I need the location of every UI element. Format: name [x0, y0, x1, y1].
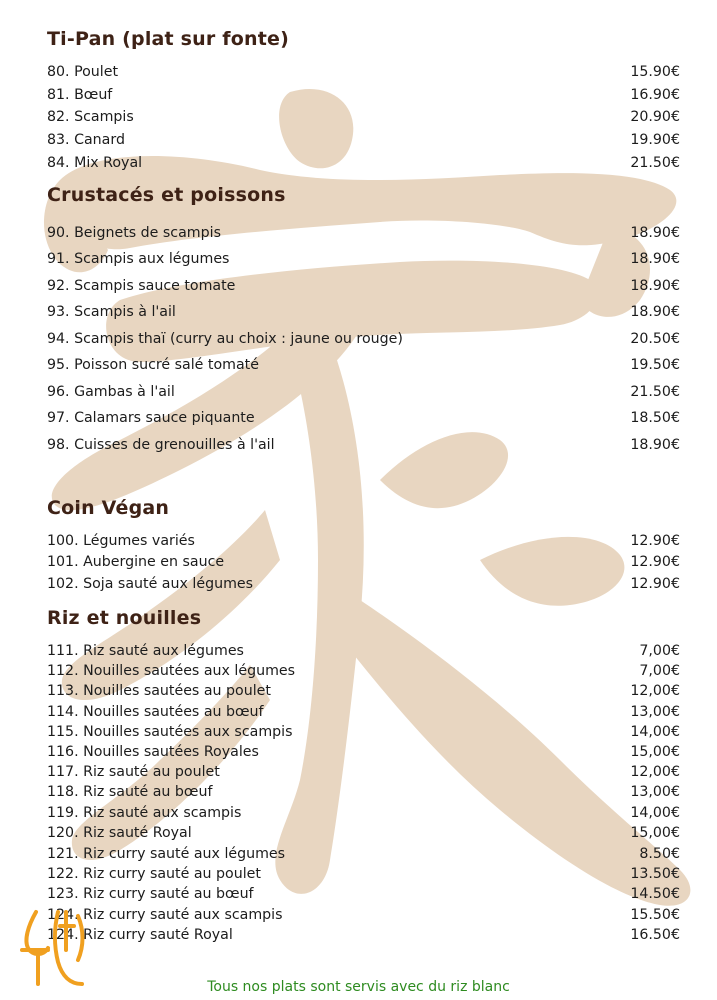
menu-item	[47, 743, 680, 761]
section-title-riz-nouilles: Riz et nouilles	[47, 607, 202, 629]
item-name: 83. Canard	[47, 132, 125, 148]
menu-item	[47, 885, 680, 903]
item-price: 18.90€	[630, 278, 680, 294]
menu-item	[47, 63, 680, 81]
item-name: 97. Calamars sauce piquante	[47, 410, 255, 426]
item-name: 114. Nouilles sautées au bœuf	[47, 704, 264, 720]
item-price: 15,00€	[630, 825, 680, 841]
item-price: 8.50€	[639, 846, 680, 862]
menu-item	[47, 682, 680, 700]
menu-item	[47, 703, 680, 721]
item-price: 12,00€	[630, 764, 680, 780]
menu-item	[47, 277, 680, 295]
item-name: 118. Riz sauté au bœuf	[47, 784, 213, 800]
item-name: 91. Scampis aux légumes	[47, 251, 230, 267]
item-price: 16.50€	[630, 927, 680, 943]
menu-item	[47, 532, 680, 550]
item-price: 20.50€	[630, 331, 680, 347]
menu-item	[47, 553, 680, 571]
menu-item	[47, 409, 680, 427]
item-price: 7,00€	[639, 663, 680, 679]
item-price: 21.50€	[630, 384, 680, 400]
item-name: 115. Nouilles sautées aux scampis	[47, 724, 293, 740]
item-name: 101. Aubergine en sauce	[47, 554, 225, 570]
menu-item	[47, 330, 680, 348]
menu-item	[47, 906, 680, 924]
menu-item	[47, 783, 680, 801]
item-price: 15.90€	[630, 64, 680, 80]
menu-item	[47, 723, 680, 741]
item-price: 13,00€	[630, 704, 680, 720]
footer-note: Tous nos plats sont servis avec du riz blanc	[207, 979, 510, 995]
item-name: 98. Cuisses de grenouilles à l'ail	[47, 437, 275, 453]
item-price: 12,00€	[630, 683, 680, 699]
item-price: 21.50€	[630, 155, 680, 171]
item-name: 124. Riz curry sauté Royal	[47, 927, 233, 943]
item-price: 18.50€	[630, 410, 680, 426]
item-price: 15,00€	[630, 744, 680, 760]
item-name: 124. Riz curry sauté aux scampis	[47, 907, 283, 923]
item-price: 12.90€	[630, 533, 680, 549]
section-title-coin-vegan: Coin Végan	[47, 497, 170, 519]
menu-item	[47, 108, 680, 126]
menu-item	[47, 356, 680, 374]
item-name: 92. Scampis sauce tomate	[47, 278, 236, 294]
item-price: 16.90€	[630, 87, 680, 103]
menu-item	[47, 131, 680, 149]
item-price: 18.90€	[630, 304, 680, 320]
item-name: 93. Scampis à l'ail	[47, 304, 176, 320]
menu-item	[47, 926, 680, 944]
item-name: 82. Scampis	[47, 109, 134, 125]
item-name: 90. Beignets de scampis	[47, 225, 221, 241]
item-price: 18.90€	[630, 251, 680, 267]
item-price: 13,00€	[630, 784, 680, 800]
item-price: 20.90€	[630, 109, 680, 125]
item-name: 117. Riz sauté au poulet	[47, 764, 220, 780]
item-price: 18.90€	[630, 437, 680, 453]
item-name: 121. Riz curry sauté aux légumes	[47, 846, 286, 862]
item-price: 15.50€	[630, 907, 680, 923]
restaurant-logo-icon	[14, 906, 90, 990]
item-name: 116. Nouilles sautées Royales	[47, 744, 259, 760]
item-name: 80. Poulet	[47, 64, 119, 80]
menu-item	[47, 662, 680, 680]
item-price: 18.90€	[630, 225, 680, 241]
section-title-crustaces: Crustacés et poissons	[47, 184, 286, 206]
item-name: 94. Scampis thaï (curry au choix : jaune ou rouge)	[47, 331, 403, 347]
menu-item	[47, 303, 680, 321]
item-name: 84. Mix Royal	[47, 155, 143, 171]
item-name: 81. Bœuf	[47, 87, 113, 103]
menu-item	[47, 86, 680, 104]
item-name: 123. Riz curry sauté au bœuf	[47, 886, 254, 902]
section-title-ti-pan: Ti-Pan (plat sur fonte)	[47, 28, 289, 50]
item-name: 95. Poisson sucré salé tomaté	[47, 357, 259, 373]
menu-item	[47, 383, 680, 401]
menu-item	[47, 763, 680, 781]
item-price: 7,00€	[639, 643, 680, 659]
menu-item	[47, 154, 680, 172]
item-price: 14,00€	[630, 805, 680, 821]
item-name: 96. Gambas à l'ail	[47, 384, 175, 400]
menu-item	[47, 804, 680, 822]
item-name: 119. Riz sauté aux scampis	[47, 805, 242, 821]
item-name: 112. Nouilles sautées aux légumes	[47, 663, 296, 679]
item-name: 120. Riz sauté Royal	[47, 825, 192, 841]
menu-item	[47, 224, 680, 242]
menu-item	[47, 436, 680, 454]
item-price: 13.50€	[630, 866, 680, 882]
item-price: 19.50€	[630, 357, 680, 373]
menu-item	[47, 845, 680, 863]
item-price: 12.90€	[630, 576, 680, 592]
menu-item	[47, 642, 680, 660]
item-name: 102. Soja sauté aux légumes	[47, 576, 254, 592]
item-name: 100. Légumes variés	[47, 533, 195, 549]
item-name: 111. Riz sauté aux légumes	[47, 643, 244, 659]
item-price: 19.90€	[630, 132, 680, 148]
menu-item	[47, 865, 680, 883]
item-name: 113. Nouilles sautées au poulet	[47, 683, 271, 699]
item-price: 14,00€	[630, 724, 680, 740]
item-name: 122. Riz curry sauté au poulet	[47, 866, 261, 882]
menu-item	[47, 575, 680, 593]
menu-item	[47, 250, 680, 268]
item-price: 14.50€	[630, 886, 680, 902]
item-price: 12.90€	[630, 554, 680, 570]
menu-item	[47, 824, 680, 842]
